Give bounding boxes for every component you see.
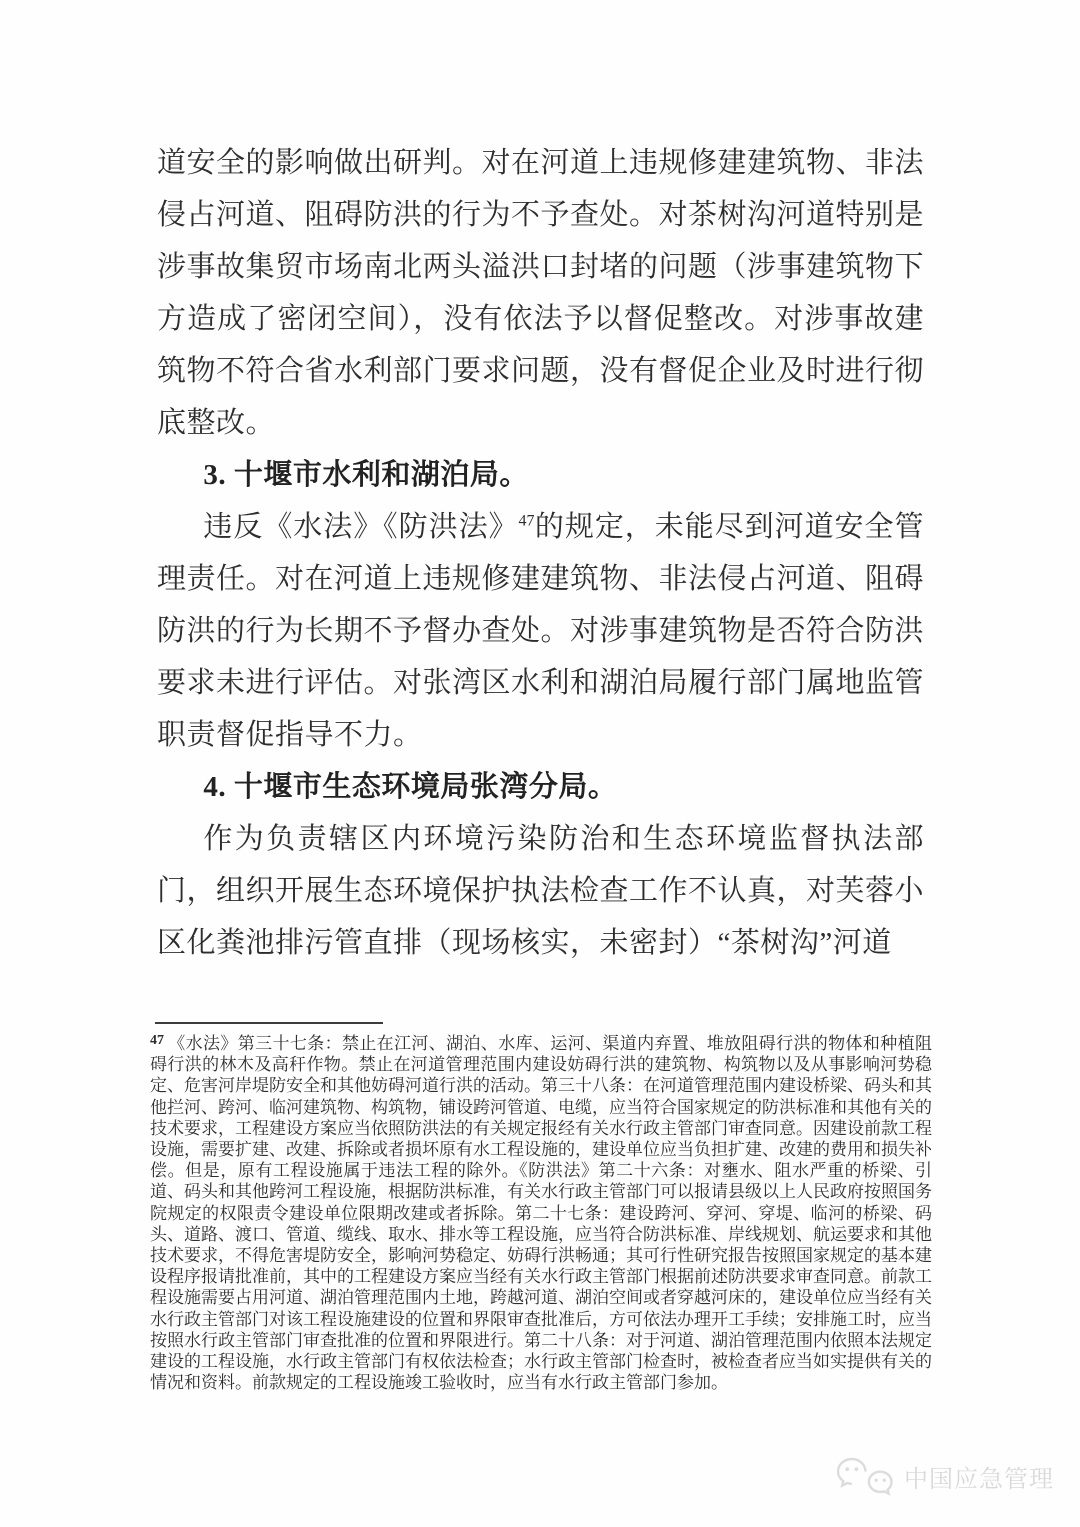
section-3-text-after-ref: 的规定，未能尽到河道安全管理责任。对在河道上违规修建建筑物、非法侵占河道、阻碍防洪的行为长期不予督办查处。对涉事建筑物是否符合防洪要求未进行评估。对张湾区水利和湖泊局履行部门属地监管职责督促指导不力。 (157, 511, 925, 751)
watermark-label: 中国应急管理 (904, 1465, 1054, 1493)
section-4-heading: 4. 十堰市生态环境局张湾分局。 (203, 771, 618, 803)
publisher-watermark (835, 1455, 1054, 1497)
footnote-section (150, 1022, 932, 1393)
document-body (157, 137, 924, 969)
section-3-heading: 3. 十堰市水利和湖泊局。 (203, 459, 529, 491)
footnote-47 (150, 1033, 932, 1393)
section-4-paragraph: 作为负责辖区内环境污染防治和生态环境监督执法部门，组织开展生态环境保护执法检查工作不认真，对芙蓉小区化粪池排污管直排（现场核实，未密封）“茶树沟”河道 (157, 823, 925, 959)
footnote-ref-47: 47 (518, 512, 535, 530)
footnote-47-marker: 47 (150, 1033, 164, 1049)
footnote-47-text: 《水法》第三十七条：禁止在江河、湖泊、水库、运河、渠道内弃置、堆放阻碍行洪的物体和种植阻碍行洪的林木及高秆作物。禁止在河道管理范围内建设妨碍行洪的建筑物、构筑物以及从事影响河势稳定、危害河岸堤防安全和其他妨碍河道行洪的活动。第三十八条：在河道管理范围内建设桥梁、码头和其他拦河、跨河、临河建筑物、构筑物，铺设跨河管道、电缆，应当符合国家规定的防洪标准和其他有关的技术要求，工程建设方案应当依照防洪法的有关规定报经有关水行政主管部门审查同意。因建设前款工程设施，需要扩建、改建、拆除或者损坏原有水工程设施的，建设单位应当负担扩建、改建的费用和损失补偿。但是，原有工程设施属于违法工程的除外。《防洪法》第二十六条：对壅水、阻水严重的桥梁、引道、码头和其他跨河工程设施，根据防洪标准，有关水行政主管部门可以报请县级以上人民政府按照国务院规定的权限责令建设单位限期改建或者拆除。第二十七条：建设跨河、穿河、穿堤、临河的桥梁、码头、道路、渡口、管道、缆线、取水、排水等工程设施，应当符合防洪标准、岸线规划、航运要求和其他技术要求，不得危害堤防安全，影响河势稳定、妨碍行洪畅通；其可行性研究报告按照国家规定的基本建设程序报请批准前，其中的工程建设方案应当经有关水行政主管部门根据前述防洪要求审查同意。前款工程设施需要占用河道、湖泊管理范围内土地，跨越河道、湖泊空间或者穿越河床的，建设单位应当经有关水行政主管部门对该工程设施建设的位置和界限审查批准后，方可依法办理开工手续；安排施工时，应当按照水行政主管部门审查批准的位置和界限进行。第二十八条：对于河道、湖泊管理范围内依照本法规定建设的工程设施，水行政主管部门有权依法检查；水行政主管部门检查时，被检查者应当如实提供有关的情况和资料。前款规定的工程设施竣工验收时，应当有水行政主管部门参加。 (150, 1034, 932, 1393)
section-3-text-before-ref: 违反《水法》《防洪法》 (203, 511, 519, 543)
footnote-separator-rule (155, 1022, 383, 1024)
wechat-icon (835, 1455, 895, 1497)
paragraph-continuation: 道安全的影响做出研判。对在河道上违规修建建筑物、非法侵占河道、阻碍防洪的行为不予查处。对茶树沟河道特别是涉事故集贸市场南北两头溢洪口封堵的问题（涉事建筑物下方造成了密闭空间），没有依法予以督促整改。对涉事故建筑物不符合省水利部门要求问题，没有督促企业及时进行彻底整改。 (157, 147, 925, 439)
section-3-paragraph (157, 501, 924, 761)
